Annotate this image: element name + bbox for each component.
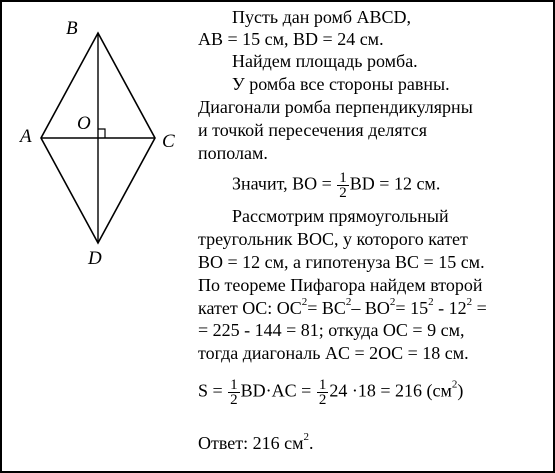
superscript-2: 2 <box>428 296 434 308</box>
area-formula <box>198 378 463 407</box>
bo-suffix: BD = 12 см. <box>349 173 441 194</box>
oc-label: катет OC: OC <box>198 298 302 318</box>
text-line-14: = 225 - 144 = 81; откуда OC = 9 см, <box>198 320 465 340</box>
text-line-1: Пусть дан ромб ABCD, <box>232 7 412 27</box>
point-label-a: A <box>20 126 32 147</box>
superscript-2: 2 <box>301 296 308 308</box>
answer-period: . <box>309 433 314 453</box>
answer-text: Ответ: 216 см <box>198 433 304 453</box>
fraction-denominator: 2 <box>230 392 238 408</box>
area-computation: 24 ·18 = 216 (см <box>329 380 452 401</box>
equals-sign: = <box>472 298 487 318</box>
text-line-4: У ромба все стороны равны. <box>232 74 450 94</box>
fraction-denominator: 2 <box>339 185 347 201</box>
text-line-3: Найдем площадь ромба. <box>232 51 418 71</box>
right-angle-mark <box>98 129 105 138</box>
superscript-2: 2 <box>303 431 309 443</box>
text-line-10: треугольник BOC, у которого катет <box>198 229 468 249</box>
area-bd-ac: BD·AC = <box>240 380 316 401</box>
point-label-c: C <box>162 131 175 152</box>
text-line-bo <box>232 171 440 200</box>
bo-prefix: Значит, BO = <box>232 173 337 194</box>
superscript-2: 2 <box>451 378 458 391</box>
area-close-paren: ) <box>457 380 464 401</box>
text-line-pythagoras <box>198 298 487 319</box>
text-line-5: Диагонали ромба перпендикулярны <box>198 97 473 117</box>
superscript-2: 2 <box>389 296 396 308</box>
bo-label: – BO <box>351 298 390 318</box>
fraction-numerator: 1 <box>318 377 327 393</box>
fraction-denominator: 2 <box>318 392 327 408</box>
point-label-d: D <box>88 248 102 269</box>
area-fraction-one-half-2 <box>317 378 329 407</box>
fifteen-label: = 15 <box>395 298 429 318</box>
text-line-7: пополам. <box>198 143 268 163</box>
answer-line <box>198 433 314 454</box>
point-label-b: B <box>66 18 78 39</box>
fraction-numerator: 1 <box>339 170 347 186</box>
point-label-o: O <box>77 113 91 134</box>
text-line-11: BO = 12 см, а гипотенуза BC = 15 см. <box>198 252 485 272</box>
text-line-9: Рассмотрим прямоугольный <box>232 206 449 226</box>
text-line-15: тогда диагональ AC = 2OC = 18 см. <box>198 343 469 363</box>
twelve-label: - 12 <box>433 298 467 318</box>
text-line-6: и точкой пересечения делятся <box>198 120 427 140</box>
text-line-2: AB = 15 см, BD = 24 см. <box>198 29 384 49</box>
area-fraction-one-half <box>228 378 240 407</box>
area-s-label: S = <box>198 380 228 401</box>
fraction-numerator: 1 <box>230 377 238 393</box>
fraction-one-half <box>337 171 349 200</box>
text-line-12: По теореме Пифагора найдем второй <box>198 275 483 295</box>
superscript-2: 2 <box>466 296 473 308</box>
superscript-2: 2 <box>345 296 352 308</box>
bc-label: = BC <box>307 298 346 318</box>
